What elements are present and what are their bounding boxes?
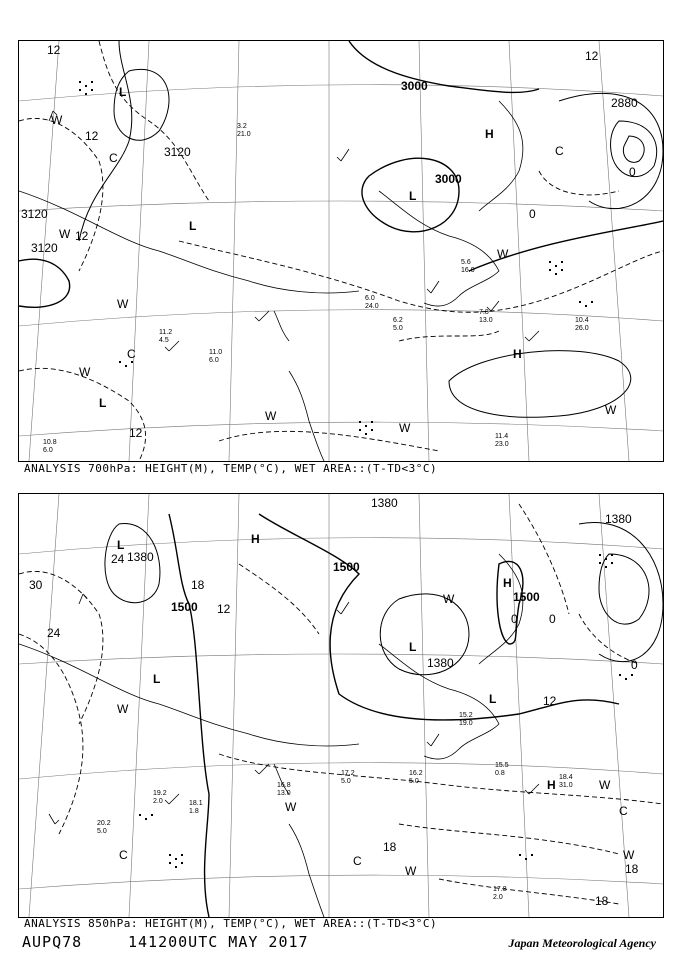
isotherm-label: 18 — [383, 840, 397, 854]
isotherm-label: 0 — [529, 207, 536, 221]
high-pressure-symbol: H — [547, 778, 556, 792]
station-temp: 6.2 — [393, 317, 403, 324]
isotherm-label: 12 — [85, 129, 99, 143]
warm-symbol: W — [265, 409, 277, 423]
station-temp: 18.1 — [189, 800, 203, 807]
station-dewpoint: 6.0 — [209, 357, 219, 364]
station-plot — [277, 782, 291, 798]
station-dewpoint: 6.0 — [43, 447, 53, 454]
station-dewpoint: 26.0 — [575, 325, 589, 332]
warm-symbol: W — [51, 113, 63, 127]
graticule — [19, 41, 663, 461]
station-temp: 11.0 — [209, 349, 223, 356]
high-pressure-symbol: H — [503, 576, 512, 590]
low-pressure-symbol: L — [153, 672, 161, 686]
warm-symbol: W — [623, 848, 635, 862]
station-plot — [159, 329, 172, 345]
station-temp: 17.8 — [493, 886, 507, 893]
warm-symbol: W — [79, 365, 91, 379]
station-temp: 16.2 — [409, 770, 423, 777]
station-temp: 18.4 — [559, 774, 573, 781]
agency-credit: Japan Meteorological Agency — [508, 936, 656, 950]
station-dewpoint: 5.0 — [409, 778, 419, 785]
height-label: 3000 — [435, 172, 462, 186]
station-plot — [409, 770, 423, 786]
warm-symbol: W — [117, 297, 129, 311]
station-temp: 19.2 — [153, 790, 167, 797]
isotherm-label: 12 — [217, 602, 231, 616]
high-pressure-symbol: H — [251, 532, 260, 546]
isotherm-label: 0 — [549, 612, 556, 626]
station-temp: 15.5 — [495, 762, 509, 769]
isotherm-label: 12 — [543, 694, 557, 708]
map-panel-850hpa — [18, 493, 664, 918]
station-plot — [575, 317, 589, 333]
low-pressure-symbol: L — [99, 396, 107, 410]
station-dewpoint: 2.0 — [493, 894, 503, 901]
warm-symbol: W — [399, 421, 411, 435]
height-label: 3120 — [164, 145, 191, 159]
station-plot — [495, 433, 509, 449]
chart-valid-time: 141200UTC MAY 2017 — [128, 933, 309, 951]
station-temp: 10.8 — [43, 439, 57, 446]
height-label: 1500 — [333, 560, 360, 574]
isotherm-label: 18 — [191, 578, 205, 592]
warm-symbol: W — [605, 403, 617, 417]
station-temp: 16.8 — [277, 782, 291, 789]
cold-symbol: C — [619, 804, 628, 818]
station-plot — [341, 770, 355, 786]
wet-area-stipple — [139, 554, 633, 868]
cold-symbol: C — [353, 854, 362, 868]
low-pressure-symbol: L — [117, 538, 125, 552]
height-label: 1380 — [371, 496, 398, 510]
isotherm-label: 0 — [631, 658, 638, 672]
warm-symbol: W — [497, 247, 509, 261]
isotherm-label: 12 — [47, 43, 61, 57]
station-temp: 20.2 — [97, 820, 111, 827]
map-panel-700hpa — [18, 40, 664, 462]
isotherm-label: 0 — [511, 612, 518, 626]
height-label: 1380 — [605, 512, 632, 526]
isotherm-label: 24 — [111, 552, 125, 566]
low-pressure-symbol: L — [489, 692, 497, 706]
station-temp: 15.2 — [459, 712, 473, 719]
station-dewpoint: 5.0 — [341, 778, 351, 785]
low-pressure-symbol: L — [189, 219, 197, 233]
station-dewpoint: 5.0 — [393, 325, 403, 332]
station-temp: 11.2 — [159, 329, 173, 336]
station-dewpoint: 19.0 — [459, 720, 473, 727]
station-temp: 3.2 — [237, 123, 247, 130]
station-temp: 6.0 — [365, 295, 375, 302]
height-label: 1500 — [513, 590, 540, 604]
panel-caption-700hpa: ANALYSIS 700hPa: HEIGHT(M), TEMP(°C), WET AREA::(T-TD<3°C) — [24, 462, 438, 475]
cold-symbol: C — [555, 144, 564, 158]
station-temp: 7.8 — [479, 309, 489, 316]
height-label: 3000 — [401, 79, 428, 93]
height-label: 1500 — [171, 600, 198, 614]
station-plot — [493, 886, 507, 902]
station-dewpoint: 23.0 — [495, 441, 509, 448]
wind-barbs — [49, 111, 539, 351]
station-plot — [209, 349, 222, 365]
station-plot — [43, 439, 57, 455]
warm-symbol: W — [59, 227, 71, 241]
station-plot — [479, 309, 493, 325]
high-pressure-symbol: H — [513, 347, 522, 361]
isotherm-label: 24 — [47, 626, 61, 640]
isotherm-label: 18 — [595, 894, 609, 908]
height-label: 2880 — [611, 96, 638, 110]
isotherm-label: 18 — [625, 862, 639, 876]
station-dewpoint: 13.0 — [277, 790, 291, 797]
station-temp: 11.4 — [495, 433, 509, 440]
station-dewpoint: 13.0 — [479, 317, 493, 324]
cold-symbol: C — [127, 347, 136, 361]
warm-symbol: W — [443, 592, 455, 606]
station-plot — [237, 123, 251, 139]
station-plot — [153, 790, 167, 806]
height-contours — [19, 41, 663, 417]
station-plot — [461, 259, 475, 275]
cold-symbol: C — [109, 151, 118, 165]
isotherm-label: 30 — [29, 578, 43, 592]
panel-caption-850hpa: ANALYSIS 850hPa: HEIGHT(M), TEMP(°C), WET AREA::(T-TD<3°C) — [24, 917, 438, 930]
isotherm-label: 12 — [75, 229, 89, 243]
height-contours — [105, 514, 663, 917]
station-plot — [495, 762, 509, 778]
station-dewpoint: 0.8 — [495, 770, 505, 777]
height-label: 1380 — [427, 656, 454, 670]
warm-symbol: W — [117, 702, 129, 716]
height-label: 1380 — [127, 550, 154, 564]
station-plot — [459, 712, 473, 728]
isotherms — [19, 41, 663, 461]
warm-symbol: W — [285, 800, 297, 814]
station-dewpoint: 31.0 — [559, 782, 573, 789]
station-temp: 5.6 — [461, 259, 471, 266]
low-pressure-symbol: L — [409, 640, 417, 654]
weather-map-700hpa — [19, 41, 663, 461]
warm-symbol: W — [599, 778, 611, 792]
station-dewpoint: 4.5 — [159, 337, 169, 344]
station-temp: 17.2 — [341, 770, 355, 777]
station-dewpoint: 16.0 — [461, 267, 475, 274]
high-pressure-symbol: H — [485, 127, 494, 141]
station-dewpoint: 5.0 — [97, 828, 107, 835]
station-dewpoint: 1.8 — [189, 808, 199, 815]
station-dewpoint: 2.0 — [153, 798, 163, 805]
height-label: 3120 — [21, 207, 48, 221]
cold-symbol: C — [119, 848, 128, 862]
station-dewpoint: 21.0 — [237, 131, 251, 138]
low-pressure-symbol: L — [119, 85, 127, 99]
station-plot — [559, 774, 573, 790]
station-plot — [393, 317, 403, 333]
station-dewpoint: 24.0 — [365, 303, 379, 310]
isotherm-label: 12 — [585, 49, 599, 63]
station-temp: 10.4 — [575, 317, 589, 324]
height-label: 3120 — [31, 241, 58, 255]
station-plot — [365, 295, 379, 311]
low-pressure-symbol: L — [409, 189, 417, 203]
chart-identifier: AUPQ78 — [22, 933, 83, 951]
isotherm-label: 12 — [129, 426, 143, 440]
station-plot — [189, 800, 203, 816]
warm-symbol: W — [405, 864, 417, 878]
isotherm-label: 0 — [629, 165, 636, 179]
station-plot — [97, 820, 111, 836]
